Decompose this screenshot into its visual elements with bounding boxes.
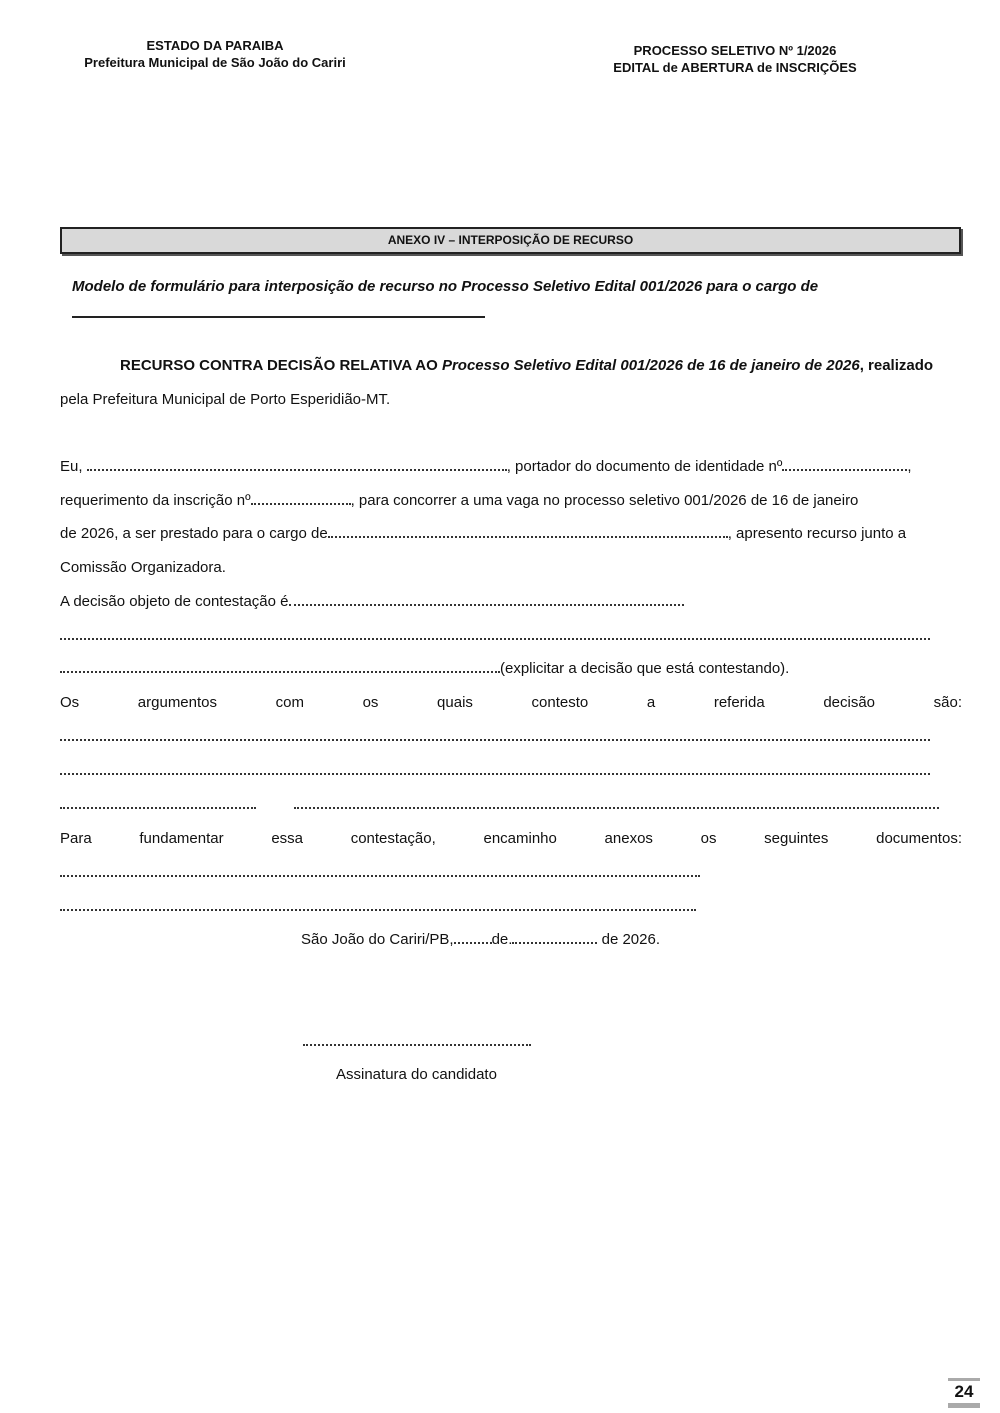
blank-line <box>60 626 930 640</box>
t: São João do Cariri/PB, <box>301 931 454 948</box>
id-blank <box>782 457 907 471</box>
t: de 2026, a ser prestado para o cargo de <box>60 525 328 542</box>
form-line-1: Eu, , portador do documento de identidade nº , <box>60 458 912 475</box>
form-line-7 <box>60 659 962 679</box>
recurso-line2: pela Prefeitura Municipal de Porto Esperidião-MT. <box>60 391 391 408</box>
cargo-blank <box>328 524 728 538</box>
decision-blank <box>289 592 684 606</box>
edital-title: EDITAL de ABERTURA de INSCRIÇÕES <box>613 60 857 75</box>
recurso-tail: , realizado <box>859 357 934 374</box>
t: , portador do documento de identidade nº <box>506 458 783 475</box>
t: , apresento recurso junto a <box>727 525 907 542</box>
model-text: Modelo de formulário para interposição de recurso no Processo Seletivo Edital 001/2026 para o cargo de <box>72 278 819 295</box>
blank-line <box>60 761 930 775</box>
municipality-name: Prefeitura Municipal de São João do Cariri <box>84 55 346 70</box>
header-left <box>60 37 370 71</box>
header-right <box>590 42 880 76</box>
t: de 2026. <box>597 931 660 948</box>
blank-line <box>294 795 939 809</box>
t: de. <box>491 931 513 948</box>
form-line-4: Comissão Organizadora. <box>60 559 226 576</box>
form-line-11 <box>60 795 962 815</box>
form-line-14 <box>60 897 962 917</box>
blank-line <box>60 863 700 877</box>
form-line-10 <box>60 761 962 781</box>
month-blank <box>512 930 597 944</box>
signature-blank <box>303 1032 531 1046</box>
form-line-13 <box>60 863 962 883</box>
date-line <box>301 930 1000 950</box>
form-line-3 <box>60 524 962 544</box>
form-line-12: Para fundamentar essa contestação, encaminho anexos os seguintes documentos: <box>60 830 962 847</box>
t: requerimento da inscrição nº <box>60 492 251 509</box>
name-blank <box>87 457 507 471</box>
form-line-9 <box>60 727 962 747</box>
annex-title: ANEXO IV – INTERPOSIÇÃO DE RECURSO <box>60 227 961 254</box>
inscricao-blank <box>251 491 351 505</box>
form-line-2 <box>60 491 962 511</box>
signature-line <box>303 1032 1000 1052</box>
t: Eu, <box>60 458 87 475</box>
t: A decisão objeto de contestação é <box>60 593 289 610</box>
blank-line <box>60 659 500 673</box>
signature-label: Assinatura do candidato <box>336 1066 497 1083</box>
t: (explicitar a decisão que está contestando). <box>500 660 790 677</box>
recurso-bold: RECURSO CONTRA DECISÃO RELATIVA AO <box>120 357 442 374</box>
recurso-italic: Processo Seletivo Edital 001/2026 de 16 de janeiro de 2026 <box>441 357 860 374</box>
page-number: 24 <box>948 1378 980 1408</box>
form-line-8: Os argumentos com os quais contesto a referida decisão são: <box>60 694 962 711</box>
form-line-5 <box>60 592 962 612</box>
day-blank <box>454 930 492 944</box>
blank-line <box>60 897 696 911</box>
blank-line <box>60 727 930 741</box>
t: , para concorrer a uma vaga no processo seletivo 001/2026 de 16 de janeiro <box>350 492 859 509</box>
process-title: PROCESSO SELETIVO Nº 1/2026 <box>633 43 837 58</box>
form-line-6 <box>60 626 962 646</box>
cargo-blank-line <box>72 316 485 318</box>
recurso-line1 <box>60 356 962 376</box>
blank-line <box>60 795 256 809</box>
state-name: ESTADO DA PARAIBA <box>146 38 284 53</box>
